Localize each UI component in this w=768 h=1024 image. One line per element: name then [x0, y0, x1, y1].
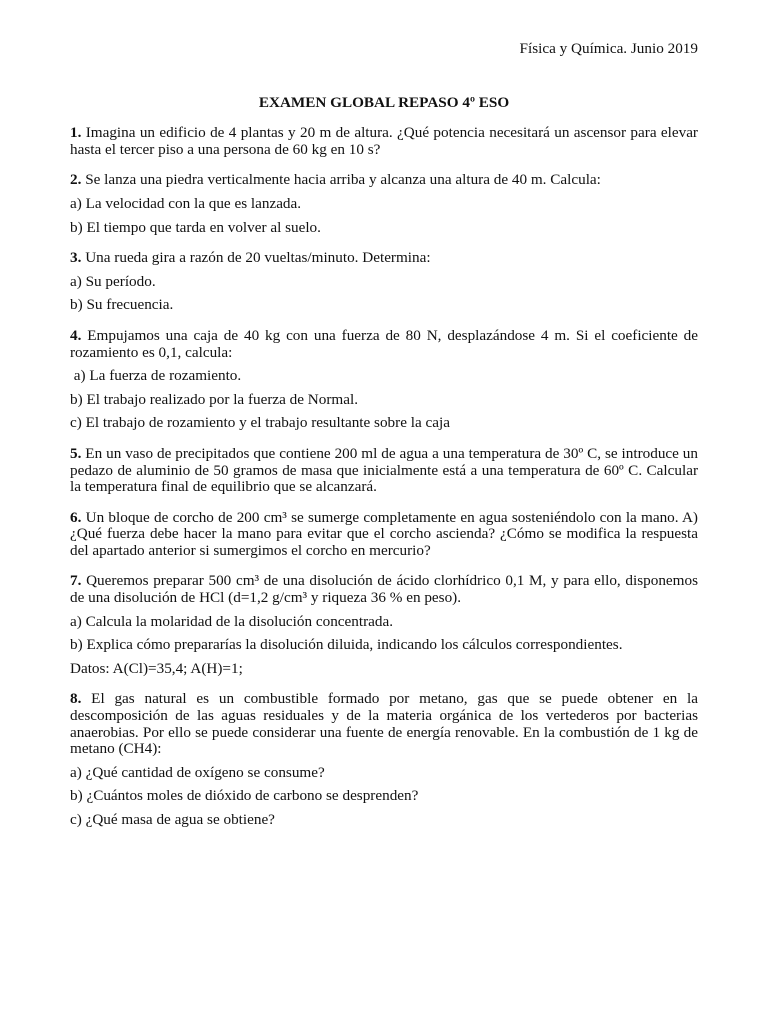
question-number: 8.	[70, 690, 82, 708]
question-statement: Un bloque de corcho de 200 cm³ se sumerge completamente en agua sosteniéndolo con la mano. A) ¿Qué fuerza debe hacer la mano para evitar que el corcho ascienda? ¿Cómo se modifica la respuesta del apartado anterior si sumergimos el corcho en mercurio?	[70, 508, 702, 559]
question-statement: Empujamos una caja de 40 kg con una fuerza de 80 N, desplazándose 4 m. Si el coeficiente de rozamiento es 0,1, calcula:	[70, 326, 702, 361]
exam-page	[70, 0, 702, 829]
question-number: 5.	[70, 444, 82, 462]
question-subitem: c) El trabajo de rozamiento y el trabajo resultante sobre la caja	[70, 414, 450, 432]
question-text	[70, 572, 702, 607]
question-number: 3.	[70, 249, 82, 267]
question-subitem: b) El tiempo que tarda en volver al suelo.	[70, 218, 321, 236]
question-subitem: b) Su frecuencia.	[70, 296, 174, 314]
question-statement: Imagina un edificio de 4 plantas y 20 m de altura. ¿Qué potencia necesitará un ascensor para elevar hasta el tercer piso a una persona de 60 kg en 10 s?	[70, 124, 702, 158]
exam-title: EXAMEN GLOBAL REPASO 4º ESO	[258, 93, 510, 111]
question-text	[70, 508, 702, 560]
question-5	[70, 444, 702, 496]
question-3	[70, 250, 698, 314]
question-6	[70, 508, 702, 560]
question-text	[70, 124, 702, 158]
question-statement: Queremos preparar 500 cm³ de una disolución de ácido clorhídrico 0,1 M, y para ello, disponemos de una disolución de HCl (d=1,2 g/cm³ y riqueza 36 % en peso).	[70, 572, 702, 607]
question-text	[70, 326, 702, 361]
question-statement: El gas natural es un combustible formado por metano, gas que se puede obtener en la descomposición de las aguas residuales y de la materia orgánica de los vertederos por bacterias anaerobias. Por ello se puede considerar una fuente de energía renovable. En la combustión de 1 kg de metano (CH4):	[70, 690, 702, 758]
question-text	[70, 172, 698, 189]
question-subitem: a) ¿Qué cantidad de oxígeno se consume?	[70, 763, 325, 781]
question-text	[70, 444, 702, 496]
question-text	[70, 250, 698, 267]
question-statement: En un vaso de precipitados que contiene 200 ml de agua a una temperatura de 30º C, se introduce un pedazo de aluminio de 50 gramos de masa que inicialmente está a una temperatura de 60º C. Calcular la temperatura final de equilibrio que se alcanzará.	[70, 444, 702, 496]
question-list	[70, 124, 702, 828]
question-subitem: a) Calcula la molaridad de la disolución concentrada.	[70, 612, 394, 630]
question-number: 6.	[70, 508, 82, 526]
question-4	[70, 326, 702, 432]
question-subitem: a) Su período.	[70, 272, 156, 290]
question-number: 1.	[70, 124, 82, 142]
question-subitem: a) La fuerza de rozamiento.	[70, 367, 242, 385]
question-7	[70, 572, 702, 677]
question-subitem: c) ¿Qué masa de agua se obtiene?	[70, 811, 275, 828]
question-statement: Se lanza una piedra verticalmente hacia arriba y alcanza una altura de 40 m. Calcula:	[81, 171, 601, 189]
question-statement: Una rueda gira a razón de 20 vueltas/minuto. Determina:	[81, 249, 431, 267]
question-number: 2.	[70, 171, 82, 189]
question-8	[70, 690, 702, 828]
page-header: Física y Química. Junio 2019	[519, 40, 698, 57]
question-subitem: a) La velocidad con la que es lanzada.	[70, 194, 302, 212]
question-subitem: b) Explica cómo prepararías la disolución diluida, indicando los cálculos correspondientes.	[70, 636, 623, 654]
question-1	[70, 124, 702, 158]
question-subitem: Datos: A(Cl)=35,4; A(H)=1;	[70, 659, 243, 677]
question-number: 7.	[70, 572, 82, 590]
question-subitem: b) El trabajo realizado por la fuerza de Normal.	[70, 390, 358, 408]
question-number: 4.	[70, 326, 82, 344]
question-subitem: b) ¿Cuántos moles de dióxido de carbono se desprenden?	[70, 787, 419, 805]
question-2	[70, 172, 698, 236]
question-text	[70, 690, 702, 758]
